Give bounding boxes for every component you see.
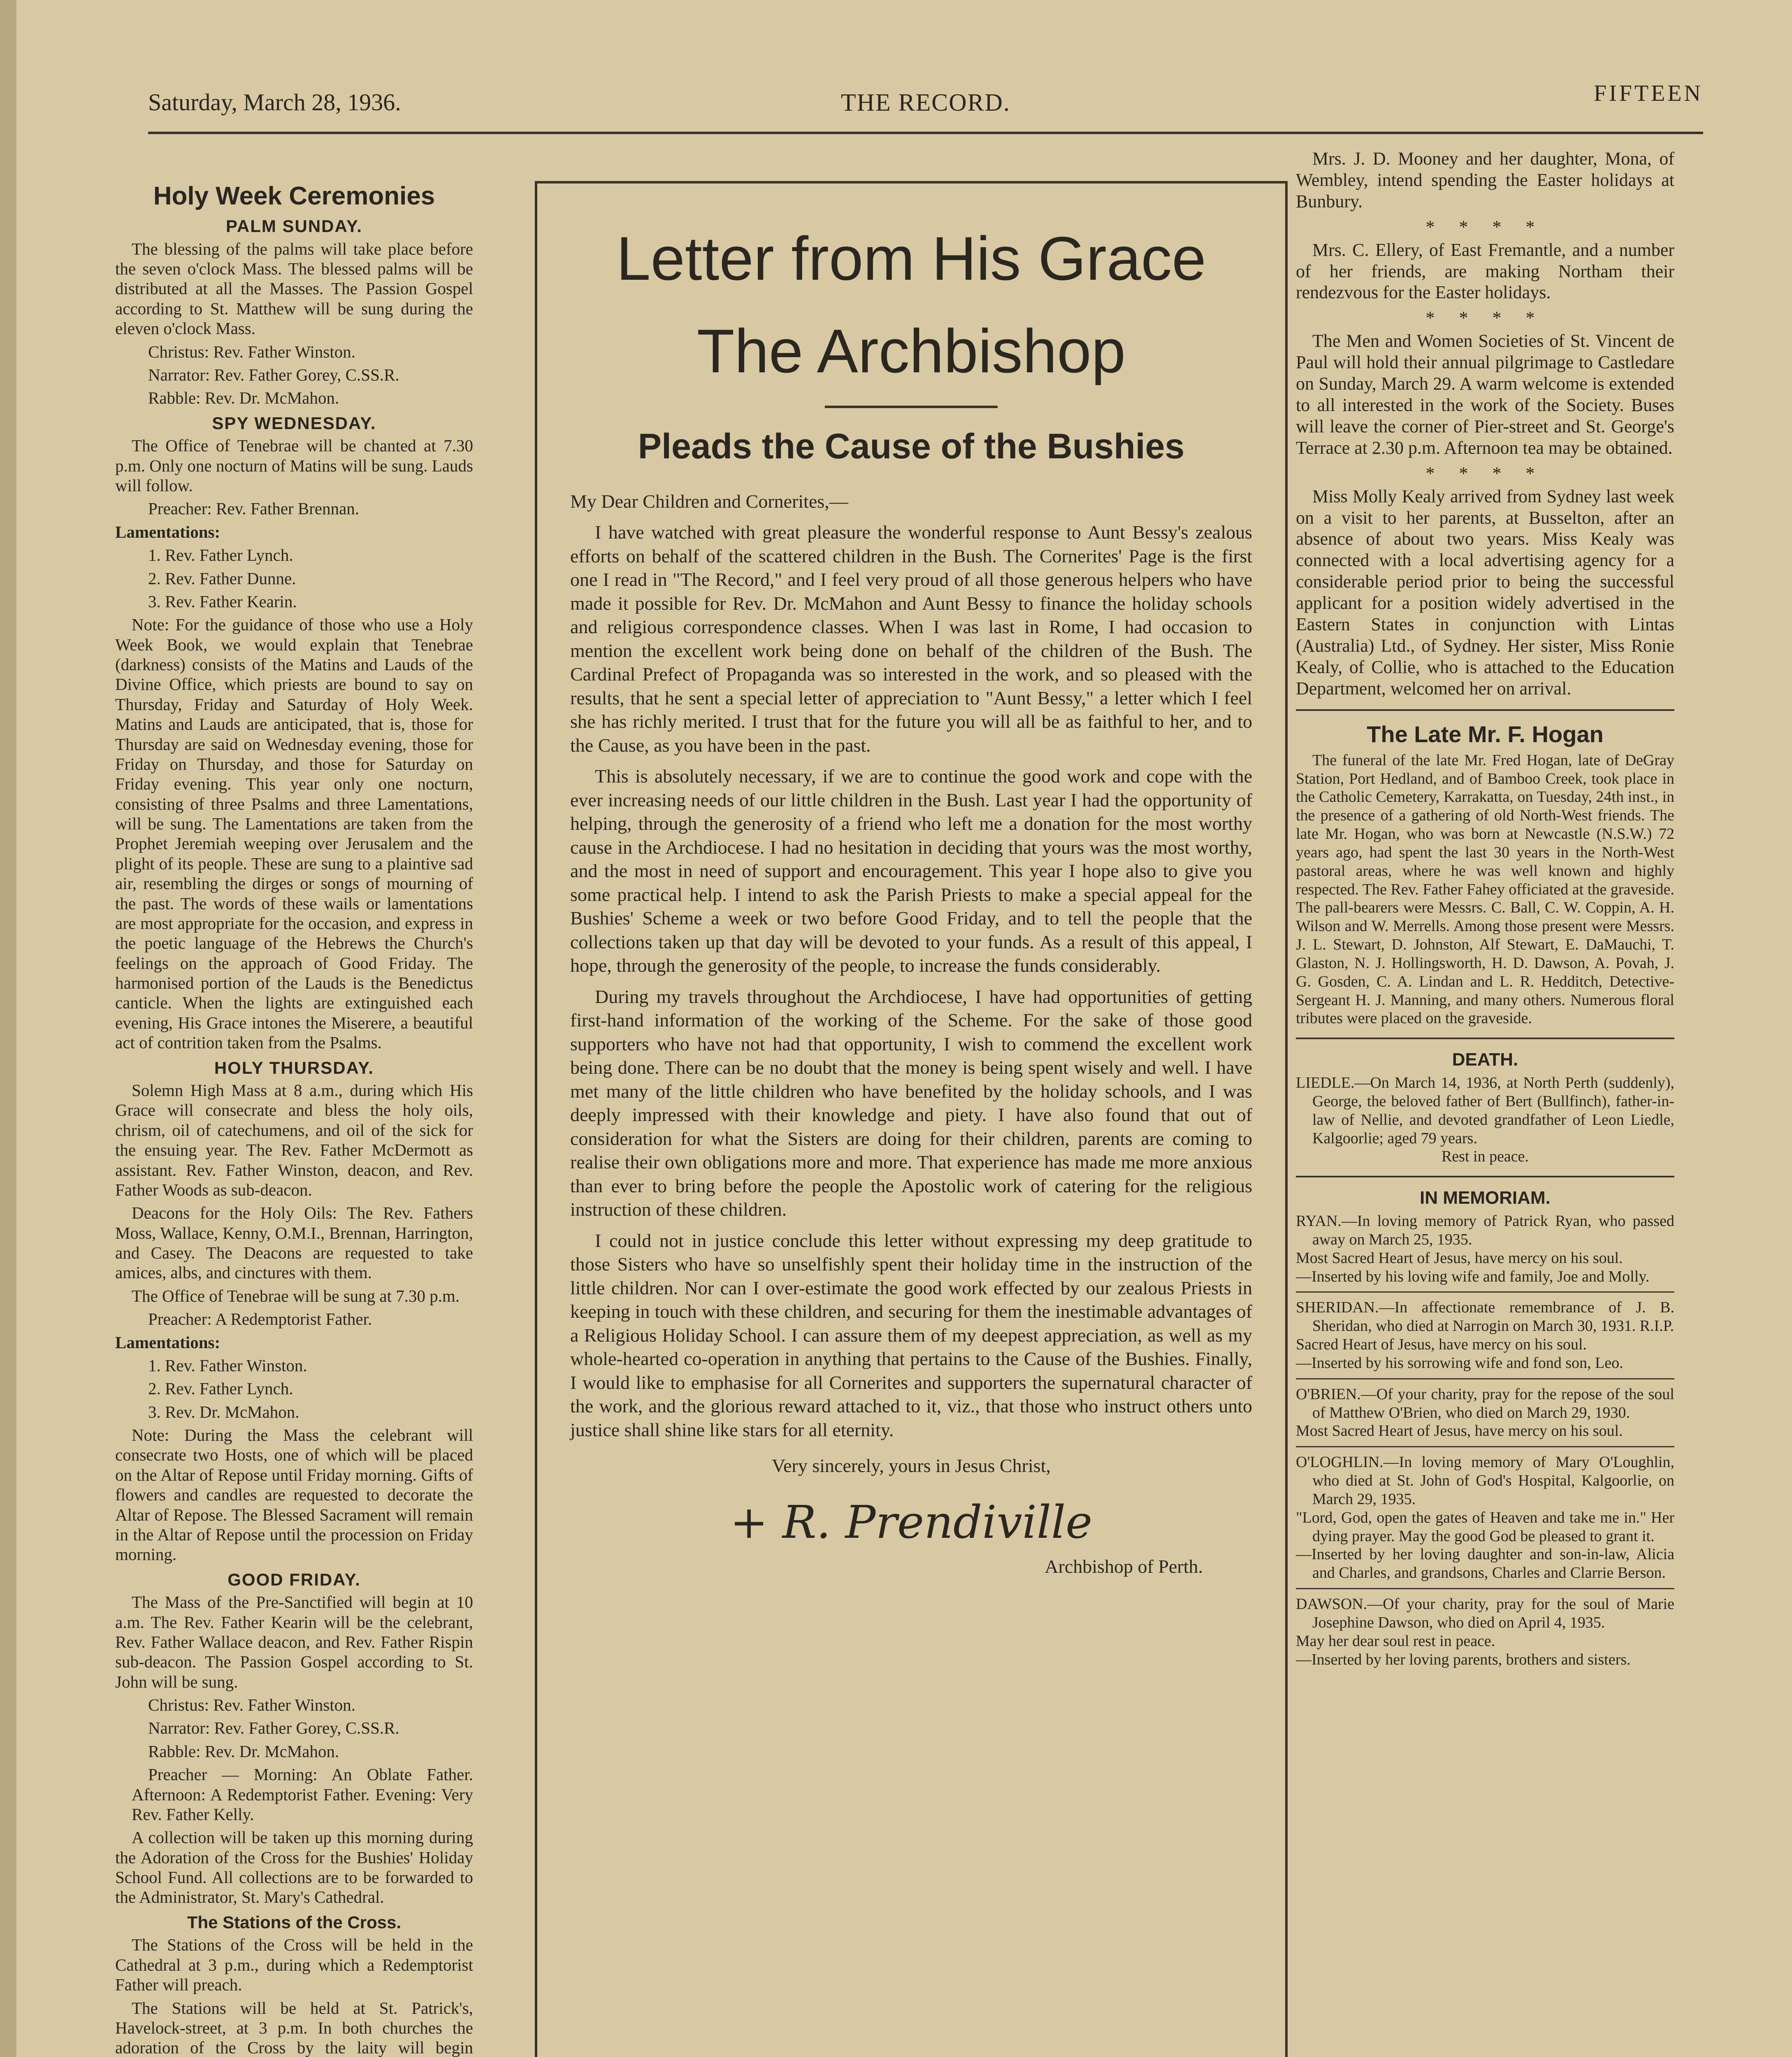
preacher: Preacher: A Redemptorist Father. bbox=[148, 1309, 372, 1329]
death-head: DEATH. bbox=[1452, 1049, 1518, 1070]
stations-text: The Stations of the Cross will be held in the Cathedral at 3 p.m., during which a Redemptorist Father will preach. bbox=[115, 1935, 473, 1994]
title-divider bbox=[825, 406, 998, 408]
notice-line: O'LOGHLIN.—In loving memory of Mary O'Loughlin, who died at St. John of God's Hospital, Kalgoorlie, on March 29, 1935. bbox=[1296, 1453, 1674, 1508]
notice-divider bbox=[1296, 1446, 1674, 1447]
holy-week-column bbox=[115, 148, 473, 2057]
notice-line: RYAN.—In loving memory of Patrick Ryan, who passed away on March 25, 1935. bbox=[1296, 1212, 1674, 1248]
lamentation: 2. Rev. Father Dunne. bbox=[148, 569, 296, 588]
death-rest: Rest in peace. bbox=[1441, 1148, 1529, 1165]
memoriam-notice bbox=[1296, 1298, 1674, 1372]
letter-paragraph: I have watched with great pleasure the wonderful response to Aunt Bessy's zealous efforts on behalf of the scattered children in the Bush. The Cornerites' Page is the first one I read in "The Record," and I feel very proud of all those generous helpers who have made it possible for Rev. Dr. McMahon and Aunt Bessy to finance the holiday schools and religious correspondence classes. When I was last in Rome, I had occasion to mention the excellent work being done on behalf of the children of the Bush. The Cardinal Prefect of Propaganda was so interested in the work, and so pleased with the results, that he sent a special letter of appreciation to "Aunt Bessy," a letter which I feel she has richly merited. I trust that for the future you will all be as faithful to her, and to the Cause, as you have been in the past. bbox=[570, 522, 1252, 756]
separator-stars: * * * * bbox=[1425, 463, 1545, 483]
hogan-title: The Late Mr. F. Hogan bbox=[1367, 721, 1604, 747]
social-item: Mrs. J. D. Mooney and her daughter, Mona, of Wembley, intend spending the Easter holidays at Bunbury. bbox=[1296, 149, 1674, 211]
lamentation: 3. Rev. Dr. McMahon. bbox=[148, 1402, 299, 1421]
lamentation: 1. Rev. Father Winston. bbox=[148, 1356, 307, 1375]
role: Narrator: Rev. Father Gorey, C.SS.R. bbox=[148, 1718, 399, 1738]
notice-divider bbox=[1296, 1588, 1674, 1589]
good-friday-head: GOOD FRIDAY. bbox=[227, 1569, 361, 1589]
holy-oils-deacons: Deacons for the Holy Oils: The Rev. Fathers Moss, Wallace, Kenny, O.M.I., Brennan, Harrington, and Casey. The Deacons are requested to take amices, albs, and cinctures with them. bbox=[115, 1203, 473, 1282]
stations-text: The Stations will be held at St. Patrick's, Havelock-street, at 3 p.m. In both churches the adoration of the Cross by the laity will begin bbox=[115, 1998, 473, 2057]
spy-wednesday-text: The Office of Tenebrae will be chanted at 7.30 p.m. Only one nocturn of Matins will be sung. Lauds will follow. bbox=[115, 436, 474, 495]
masthead-rule bbox=[148, 132, 1703, 134]
lamentation: 3. Rev. Father Kearin. bbox=[148, 592, 297, 611]
lamentation: 1. Rev. Father Lynch. bbox=[148, 546, 293, 565]
signature: + R. Prendiville bbox=[730, 1495, 1093, 1549]
role: Rabble: Rev. Dr. McMahon. bbox=[148, 388, 339, 408]
separator-stars: * * * * bbox=[1425, 308, 1545, 328]
death-notice bbox=[1296, 1074, 1674, 1166]
salutation: My Dear Children and Cornerites,— bbox=[570, 490, 848, 512]
notice-line: Sacred Heart of Jesus, have mercy on his soul. bbox=[1296, 1336, 1587, 1354]
holy-week-title: Holy Week Ceremonies bbox=[153, 182, 435, 210]
letter-paragraph: This is absolutely necessary, if we are to continue the good work and cope with the ever increasing needs of our little children in the Bush. Last year I had the opportunity of helping, through the generosity of a friend who left me a donation for the most worthy cause in the Archdiocese. I had no hesitation in deciding that yours was the most worthy, and the most in need of support and encouragement. This year I hope also to give you some practical help. I intend to ask the Parish Priests to make a special appeal for the Bushies' Scheme a week or two before Good Friday, and to tell the people that the collections taken up that day will be devoted to your funds. As a result of this appeal, I hope, through the generosity of the people, to increase the funds considerably. bbox=[570, 766, 1252, 976]
holy-thursday-text: Solemn High Mass at 8 a.m., during which His Grace will consecrate and bless the holy oils, chrism, oil of catechumens, and oil of the sick for the ensuing year. The Rev. Father McDermott as assistant. Rev. Father Winston, deacon, and Rev. Father Woods as sub-deacon. bbox=[115, 1081, 473, 1199]
section-rule bbox=[1296, 709, 1674, 711]
hogan-obituary: The funeral of the late Mr. Fred Hogan, late of DeGray Station, Port Hedland, and of Bamboo Creek, took place in the Catholic Cemetery, Karrakatta, on Tuesday, 24th inst., in the presence of a gathering of old North-West friends. The late Mr. Hogan, who was born at Newcastle (N.S.W.) 72 years ago, had spent the last 30 years in the North-West pastoral areas, where he was well known and highly respected. The Rev. Father Fahey officiated at the graveside. The pall-bearers were Messrs. C. Ball, C. W. Coppin, A. H. Wilson and W. Merrells. Among those present were Messrs. J. L. Stewart, D. Johnston, Alf Stewart, E. DaMauchi, T. Glaston, N. J. Hollingsworth, H. D. Dawson, A. Povah, J. G. Gosden, C. A. Lindan and L. R. Hedditch, Detective-Sergeant H. J. Manning, and many others. Numerous floral tributes were placed on the graveside. bbox=[1296, 751, 1674, 1027]
signatory-office: Archbishop of Perth. bbox=[1045, 1556, 1203, 1577]
collection-note: A collection will be taken up this morning during the Adoration of the Cross for the Bushies' Holiday School Fund. All collections are to be forwarded to the Administrator, St. Mary's Cathedral. bbox=[115, 1828, 473, 1907]
altar-note: Note: During the Mass the celebrant will consecrate two Hosts, one of which will be placed on the Altar of Repose until Friday morning. Gifts of flowers and candles are requested to decorate the Altar of Repose. The Blessed Sacrament will remain in the Altar of Repose until the procession on Friday morning. bbox=[115, 1426, 473, 1564]
memoriam-head: IN MEMORIAM. bbox=[1420, 1188, 1551, 1208]
page-number: FIFTEEN bbox=[1594, 81, 1703, 106]
notice-line: O'BRIEN.—Of your charity, pray for the repose of the soul of Matthew O'Brien, who died on March 29, 1930. bbox=[1296, 1385, 1674, 1421]
notice-line: May her dear soul rest in peace. bbox=[1296, 1632, 1495, 1650]
letter-subtitle: Pleads the Cause of the Bushies bbox=[638, 427, 1185, 466]
role: Rabble: Rev. Dr. McMahon. bbox=[148, 1741, 339, 1761]
notice-line: Most Sacred Heart of Jesus, have mercy on his soul. bbox=[1296, 1422, 1623, 1440]
paper-name: THE RECORD. bbox=[841, 89, 1010, 116]
notice-line: "Lord, God, open the gates of Heaven and take me in." Her dying prayer. May the good God be pleased to grant it. bbox=[1296, 1509, 1674, 1545]
closing: Very sincerely, yours in Jesus Christ, bbox=[772, 1455, 1051, 1476]
memoriam-notice bbox=[1296, 1385, 1674, 1440]
holy-thursday-head: HOLY THURSDAY. bbox=[214, 1058, 374, 1077]
stations-head: The Stations of the Cross. bbox=[187, 1912, 402, 1932]
notice-divider bbox=[1296, 1291, 1674, 1293]
page-edge bbox=[0, 0, 16, 2057]
letter-title-1: Letter from His Grace bbox=[616, 224, 1206, 293]
social-item: The Men and Women Societies of St. Vincent de Paul will hold their annual pilgrimage to Castledare on Sunday, March 29. A warm welcome is extended to all interested in the work of the Society. Buses will leave the corner of Pier-street and St. George's Terrace at 2.30 p.m. Afternoon tea may be obtained. bbox=[1296, 331, 1674, 458]
notice-line: SHERIDAN.—In affectionate remembrance of J. B. Sheridan, who died at Narrogin on March 30, 1931. R.I.P. bbox=[1296, 1299, 1674, 1335]
preacher: Preacher: Rev. Father Brennan. bbox=[148, 499, 360, 518]
notice-line: —Inserted by her loving daughter and son-in-law, Alicia and Charles, and grandsons, Charles and Clarrie Berson. bbox=[1296, 1546, 1674, 1582]
palm-sunday-head: PALM SUNDAY. bbox=[225, 216, 363, 236]
letter-paragraph: I could not in justice conclude this letter without expressing my deep gratitude to those Sisters who have so unselfishly spent their holiday time in the instruction of the little children. Nor can I over-estimate the good work effected by our zealous Priests in keeping in touch with these children, and securing for them the inestimable advantages of a Religious Holiday School. I can assure them of my deepest appreciation, as well as my whole-hearted co-operation in anything that pertains to the Cause of the Bushies. Finally, I would like to emphasise for all Cornerites and supporters the supernatural character of the work, and the glorious reward attached to it, viz., that those who instruct others unto justice shall shine like stars for all eternity. bbox=[570, 1230, 1252, 1440]
letter-paragraph: During my travels throughout the Archdiocese, I have had opportunities of getting first-hand information of the working of the Scheme. For the sake of those good supporters who have not had that opportunity, I wish to commend the excellent work being done. There can be no doubt that the money is being spent wisely and well. I have met many of the little children who have benefited by the holiday schools, and I was deeply impressed with their knowledge and piety. I have also found that out of consideration for what the Sisters are doing for their children, parents are coming to realise their own obligations more and more. That experience has made me more anxious than ever to bring before the people the Apostolic work of catering for the religious instruction of these children. bbox=[570, 986, 1252, 1220]
social-column bbox=[1296, 148, 1674, 1674]
notice-line: DAWSON.—Of your charity, pray for the soul of Marie Josephine Dawson, who died on April 4, 1935. bbox=[1296, 1595, 1674, 1631]
social-item: Miss Molly Kealy arrived from Sydney last week on a visit to her parents, at Busselton, after an absence of about two years. Miss Kealy was connected with a local advertising agency for a considerable period prior to being the successful applicant for a position widely advertised in the Eastern States in conjunction with Lintas (Australia) Ltd., of Sydney. Her sister, Miss Ronie Kealy, of Collie, who is attached to the Education Department, welcomed her on arrival. bbox=[1296, 486, 1674, 699]
social-item: Mrs. C. Ellery, of East Fremantle, and a number of her friends, are making Northam their rendezvous for the Easter holidays. bbox=[1296, 239, 1674, 303]
notice-line: Most Sacred Heart of Jesus, have mercy on his soul. bbox=[1296, 1249, 1623, 1267]
archbishop-letter bbox=[535, 181, 1288, 2057]
notice-divider bbox=[1296, 1378, 1674, 1379]
tenebrae-note: Note: For the guidance of those who use a Holy Week Book, we would explain that Tenebrae (darkness) consists of the Matins and Lauds of the Divine Office, which priests are bound to say on Thursday, Friday and Saturday of Holy Week. Matins and Lauds are anticipated, that is, those for Thursday are said on Wednesday evening, those for Friday on Thursday, and those for Saturday on Friday evening. This year only one nocturn, consisting of three Psalms and three Lamentations, will be sung. The Lamentations are taken from the Prophet Jeremiah weeping over Jerusalem and the plight of its people. These are sung to a plaintive sad air, resembling the dirges or songs of mourning of the past. The words of these wails or lamentations are most appropriate for the occasion, and express in the poetic language of the Hebrews the Church's feelings on the approach of Good Friday. The harmonised portion of the Lauds is the Benedictus canticle. When the lights are extinguished each evening, His Grace intones the Miserere, a beautiful act of contrition taken from the Psalms. bbox=[115, 615, 473, 1052]
palm-sunday-text: The blessing of the palms will take place before the seven o'clock Mass. The blessed palms will be distributed at all the Masses. The Passion Gospel according to St. Matthew will be sung during the eleven o'clock Mass. bbox=[115, 239, 473, 338]
tenebrae-time: The Office of Tenebrae will be sung at 7.30 p.m. bbox=[132, 1286, 460, 1305]
section-rule bbox=[1296, 1038, 1674, 1039]
section-rule bbox=[1296, 1176, 1674, 1177]
masthead bbox=[148, 80, 1703, 134]
role: Preacher — Morning: An Oblate Father. Afternoon: A Redemptorist Father. Evening: Very Rev. Father Kelly. bbox=[132, 1765, 473, 1824]
good-friday-text: The Mass of the Pre-Sanctified will begin at 10 a.m. The Rev. Father Kearin will be the celebrant, Rev. Father Wallace deacon, and Rev. Father Rispin sub-deacon. The Passion Gospel according to St. John will be sung. bbox=[115, 1593, 473, 1691]
lamentations-head: Lamentations: bbox=[115, 1333, 221, 1352]
separator-stars: * * * * bbox=[1425, 216, 1545, 237]
spy-wednesday-head: SPY WEDNESDAY. bbox=[212, 413, 376, 433]
notice-line: —Inserted by her loving parents, brothers and sisters. bbox=[1296, 1651, 1631, 1668]
death-text: LIEDLE.—On March 14, 1936, at North Perth (suddenly), George, the beloved father of Bert (Bullfinch), father-in-law of Nellie, and devoted grandfather of Leon Liedle, Kalgoorlie; aged 79 years. bbox=[1296, 1074, 1674, 1147]
issue-date: Saturday, March 28, 1936. bbox=[148, 89, 401, 116]
memoriam-notice bbox=[1296, 1595, 1674, 1669]
notice-line: —Inserted by his sorrowing wife and fond son, Leo. bbox=[1296, 1354, 1623, 1372]
role: Christus: Rev. Father Winston. bbox=[148, 342, 356, 361]
lamentation: 2. Rev. Father Lynch. bbox=[148, 1379, 293, 1398]
memoriam-notice bbox=[1296, 1453, 1674, 1582]
letter-title-2: The Archbishop bbox=[696, 316, 1126, 385]
role: Narrator: Rev. Father Gorey, C.SS.R. bbox=[148, 365, 399, 384]
role: Christus: Rev. Father Winston. bbox=[148, 1695, 356, 1715]
lamentations-head: Lamentations: bbox=[115, 522, 221, 541]
memoriam-notice bbox=[1296, 1212, 1674, 1286]
notice-line: —Inserted by his loving wife and family, Joe and Molly. bbox=[1296, 1268, 1650, 1285]
